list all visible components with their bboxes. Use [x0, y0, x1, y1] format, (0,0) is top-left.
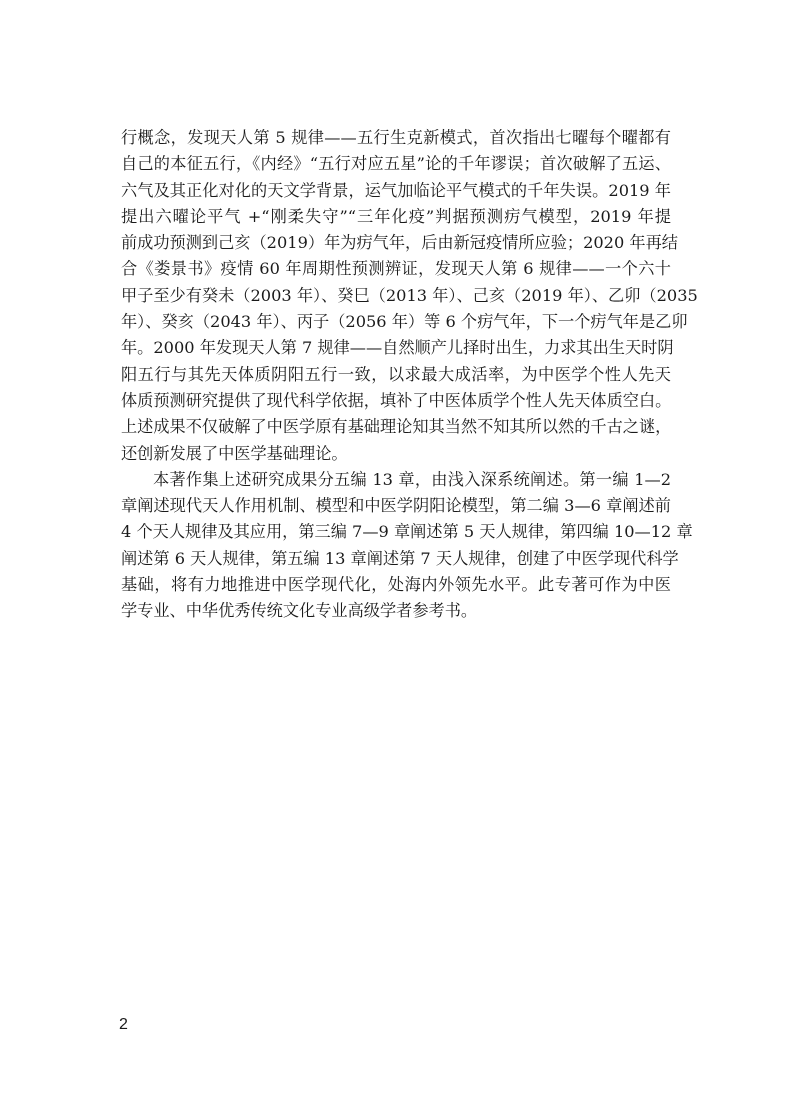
text-line: 基础，将有力地推进中医学现代化，处海内外领先水平。此专著可作为中医 [121, 575, 671, 595]
paragraph-2 [121, 467, 693, 625]
text-line: 前成功预测到己亥（2019）年为疠气年，后由新冠疫情所应验；2020 年再结 [121, 233, 678, 253]
text-line: 本著作集上述研究成果分五编 13 章，由浅入深系统阐述。第一编 1—2 [153, 469, 671, 489]
text-line: 合《娄景书》疫情 60 年周期性预测辨证，发现天人第 6 规律——一个六十 [121, 259, 671, 279]
text-line: 还创新发展了中医学基础理论。 [121, 443, 348, 463]
text-line: 学专业、中华优秀传统文化专业高级学者参考书。 [121, 601, 478, 621]
page-body [121, 125, 698, 625]
text-line: 阳五行与其先天体质阴阳五行一致，以求最大成活率，为中医学个性人先天 [121, 364, 671, 384]
page-number: 2 [119, 1016, 128, 1033]
text-line: 4 个天人规律及其应用，第三编 7—9 章阐述第 5 天人规律，第四编 10—12 章 [121, 522, 693, 542]
text-line: 年。2000 年发现天人第 7 规律——自然顺产儿择时出生，力求其出生天时阴 [121, 338, 674, 358]
paragraph-1 [121, 125, 698, 467]
text-line: 提出六曜论平气 +“刚柔失守”“三年化疫”判据预测疠气模型，2019 年提 [121, 206, 671, 226]
text-line: 自己的本征五行，《内经》“五行对应五星”论的千年谬误；首次破解了五运、 [121, 154, 671, 174]
text-line: 年）、癸亥（2043 年）、丙子（2056 年）等 6 个疠气年，下一个疠气年是乙卯 [121, 312, 688, 332]
text-line: 体质预测研究提供了现代科学依据，填补了中医体质学个性人先天体质空白。 [121, 390, 672, 410]
text-line: 甲子至少有癸未（2003 年）、癸巳（2013 年）、己亥（2019 年）、乙卯（2035 [121, 285, 698, 305]
text-line: 六气及其正化对化的天文学背景，运气加临论平气模式的千年失误。2019 年 [121, 180, 671, 200]
text-line: 行概念，发现天人第 5 规律——五行生克新模式，首次指出七曜每个曜都有 [121, 128, 671, 147]
text-line: 上述成果不仅破解了中医学原有基础理论知其当然不知其所以然的千古之谜， [121, 417, 672, 437]
text-line: 阐述第 6 天人规律，第五编 13 章阐述第 7 天人规律，创建了中医学现代科学 [121, 548, 679, 568]
text-line: 章阐述现代天人作用机制、模型和中医学阴阳论模型，第二编 3—6 章阐述前 [121, 496, 671, 516]
